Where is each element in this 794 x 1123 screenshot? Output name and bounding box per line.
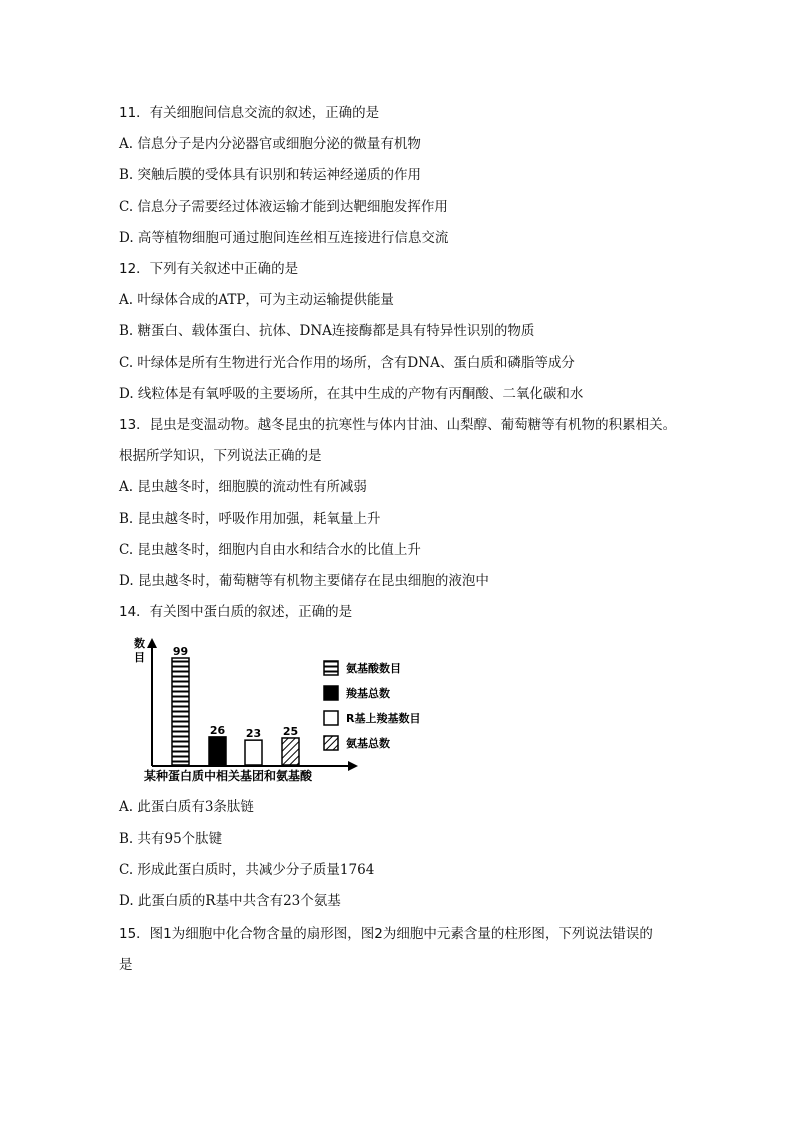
question-13-option-b: B. 昆虫越冬时，呼吸作用加强，耗氧量上升 — [119, 511, 381, 527]
bar-4 — [282, 738, 299, 765]
question-13-stem-continued: 根据所学知识，下列说法正确的是 — [119, 448, 322, 464]
chart-svg — [130, 634, 450, 784]
question-12-option-b: B. 糖蛋白、载体蛋白、抗体、DNA连接酶都是具有特异性识别的物质 — [119, 323, 535, 339]
question-14-option-c: C. 形成此蛋白质时，共减少分子质量1764 — [119, 862, 375, 878]
y-axis-arrow — [147, 638, 157, 648]
question-14-option-a: A. 此蛋白质有3条肽链 — [119, 799, 254, 815]
question-14-option-b: B. 共有95个肽键 — [119, 831, 223, 847]
legend-swatch-1 — [324, 661, 338, 675]
y-axis-label-char-1: 数目 — [134, 637, 145, 664]
x-axis-arrow — [348, 761, 358, 771]
question-11-option-d: D. 高等植物细胞可通过胞间连丝相互连接进行信息交流 — [119, 230, 449, 246]
legend — [324, 661, 420, 750]
legend-swatch-4 — [324, 736, 338, 750]
question-13-option-a: A. 昆虫越冬时，细胞膜的流动性有所减弱 — [119, 479, 367, 495]
question-13-stem: 13．昆虫是变温动物。越冬昆虫的抗寒性与体内甘油、山梨醇、葡萄糖等有机物的积累相关。 — [119, 417, 677, 433]
question-15-stem-continued: 是 — [119, 957, 133, 973]
x-axis-label: 某种蛋白质中相关基团和氨基酸 — [144, 769, 313, 783]
bar-value-label-3: 23 — [245, 727, 262, 741]
question-11-stem: 11．有关细胞间信息交流的叙述，正确的是 — [119, 105, 380, 121]
question-15-stem: 15．图1为细胞中化合物含量的扇形图，图2为细胞中元素含量的柱形图，下列说法错误的 — [119, 926, 653, 942]
legend-label-3: R基上羧基数目 — [346, 712, 421, 725]
legend-swatch-2 — [324, 686, 338, 700]
question-11-option-b: B. 突触后膜的受体具有识别和转运神经递质的作用 — [119, 167, 422, 183]
question-11-option-a: A. 信息分子是内分泌器官或细胞分泌的微量有机物 — [119, 136, 421, 152]
question-12-option-a: A. 叶绿体合成的ATP，可为主动运输提供能量 — [119, 292, 394, 308]
legend-swatch-3 — [324, 711, 338, 725]
question-12-option-c: C. 叶绿体是所有生物进行光合作用的场所，含有DNA、蛋白质和磷脂等成分 — [119, 355, 575, 371]
legend-label-2: 羧基总数 — [346, 687, 390, 700]
question-13-option-d: D. 昆虫越冬时，葡萄糖等有机物主要储存在昆虫细胞的液泡中 — [119, 573, 489, 589]
bar-3 — [245, 740, 262, 765]
question-14-option-d: D. 此蛋白质的R基中共含有23个氨基 — [119, 893, 341, 909]
bar-value-label-2: 26 — [209, 723, 226, 737]
question-12-option-d: D. 线粒体是有氧呼吸的主要场所，在其中生成的产物有丙酮酸、二氧化碳和水 — [119, 386, 584, 402]
legend-label-4: 氨基总数 — [346, 737, 390, 750]
question-12-stem: 12．下列有关叙述中正确的是 — [119, 261, 299, 277]
bar-value-label-4: 25 — [282, 724, 299, 738]
bar-1 — [172, 658, 189, 765]
question-14-stem: 14．有关图中蛋白质的叙述，正确的是 — [119, 604, 353, 620]
legend-label-1: 氨基酸数目 — [346, 662, 401, 675]
bar-value-label-1: 99 — [172, 645, 189, 658]
protein-bar-chart — [130, 634, 450, 784]
question-13-option-c: C. 昆虫越冬时，细胞内自由水和结合水的比值上升 — [119, 542, 421, 558]
bar-2 — [209, 737, 226, 765]
bars-group — [172, 645, 299, 765]
question-11-option-c: C. 信息分子需要经过体液运输才能到达靶细胞发挥作用 — [119, 199, 448, 215]
